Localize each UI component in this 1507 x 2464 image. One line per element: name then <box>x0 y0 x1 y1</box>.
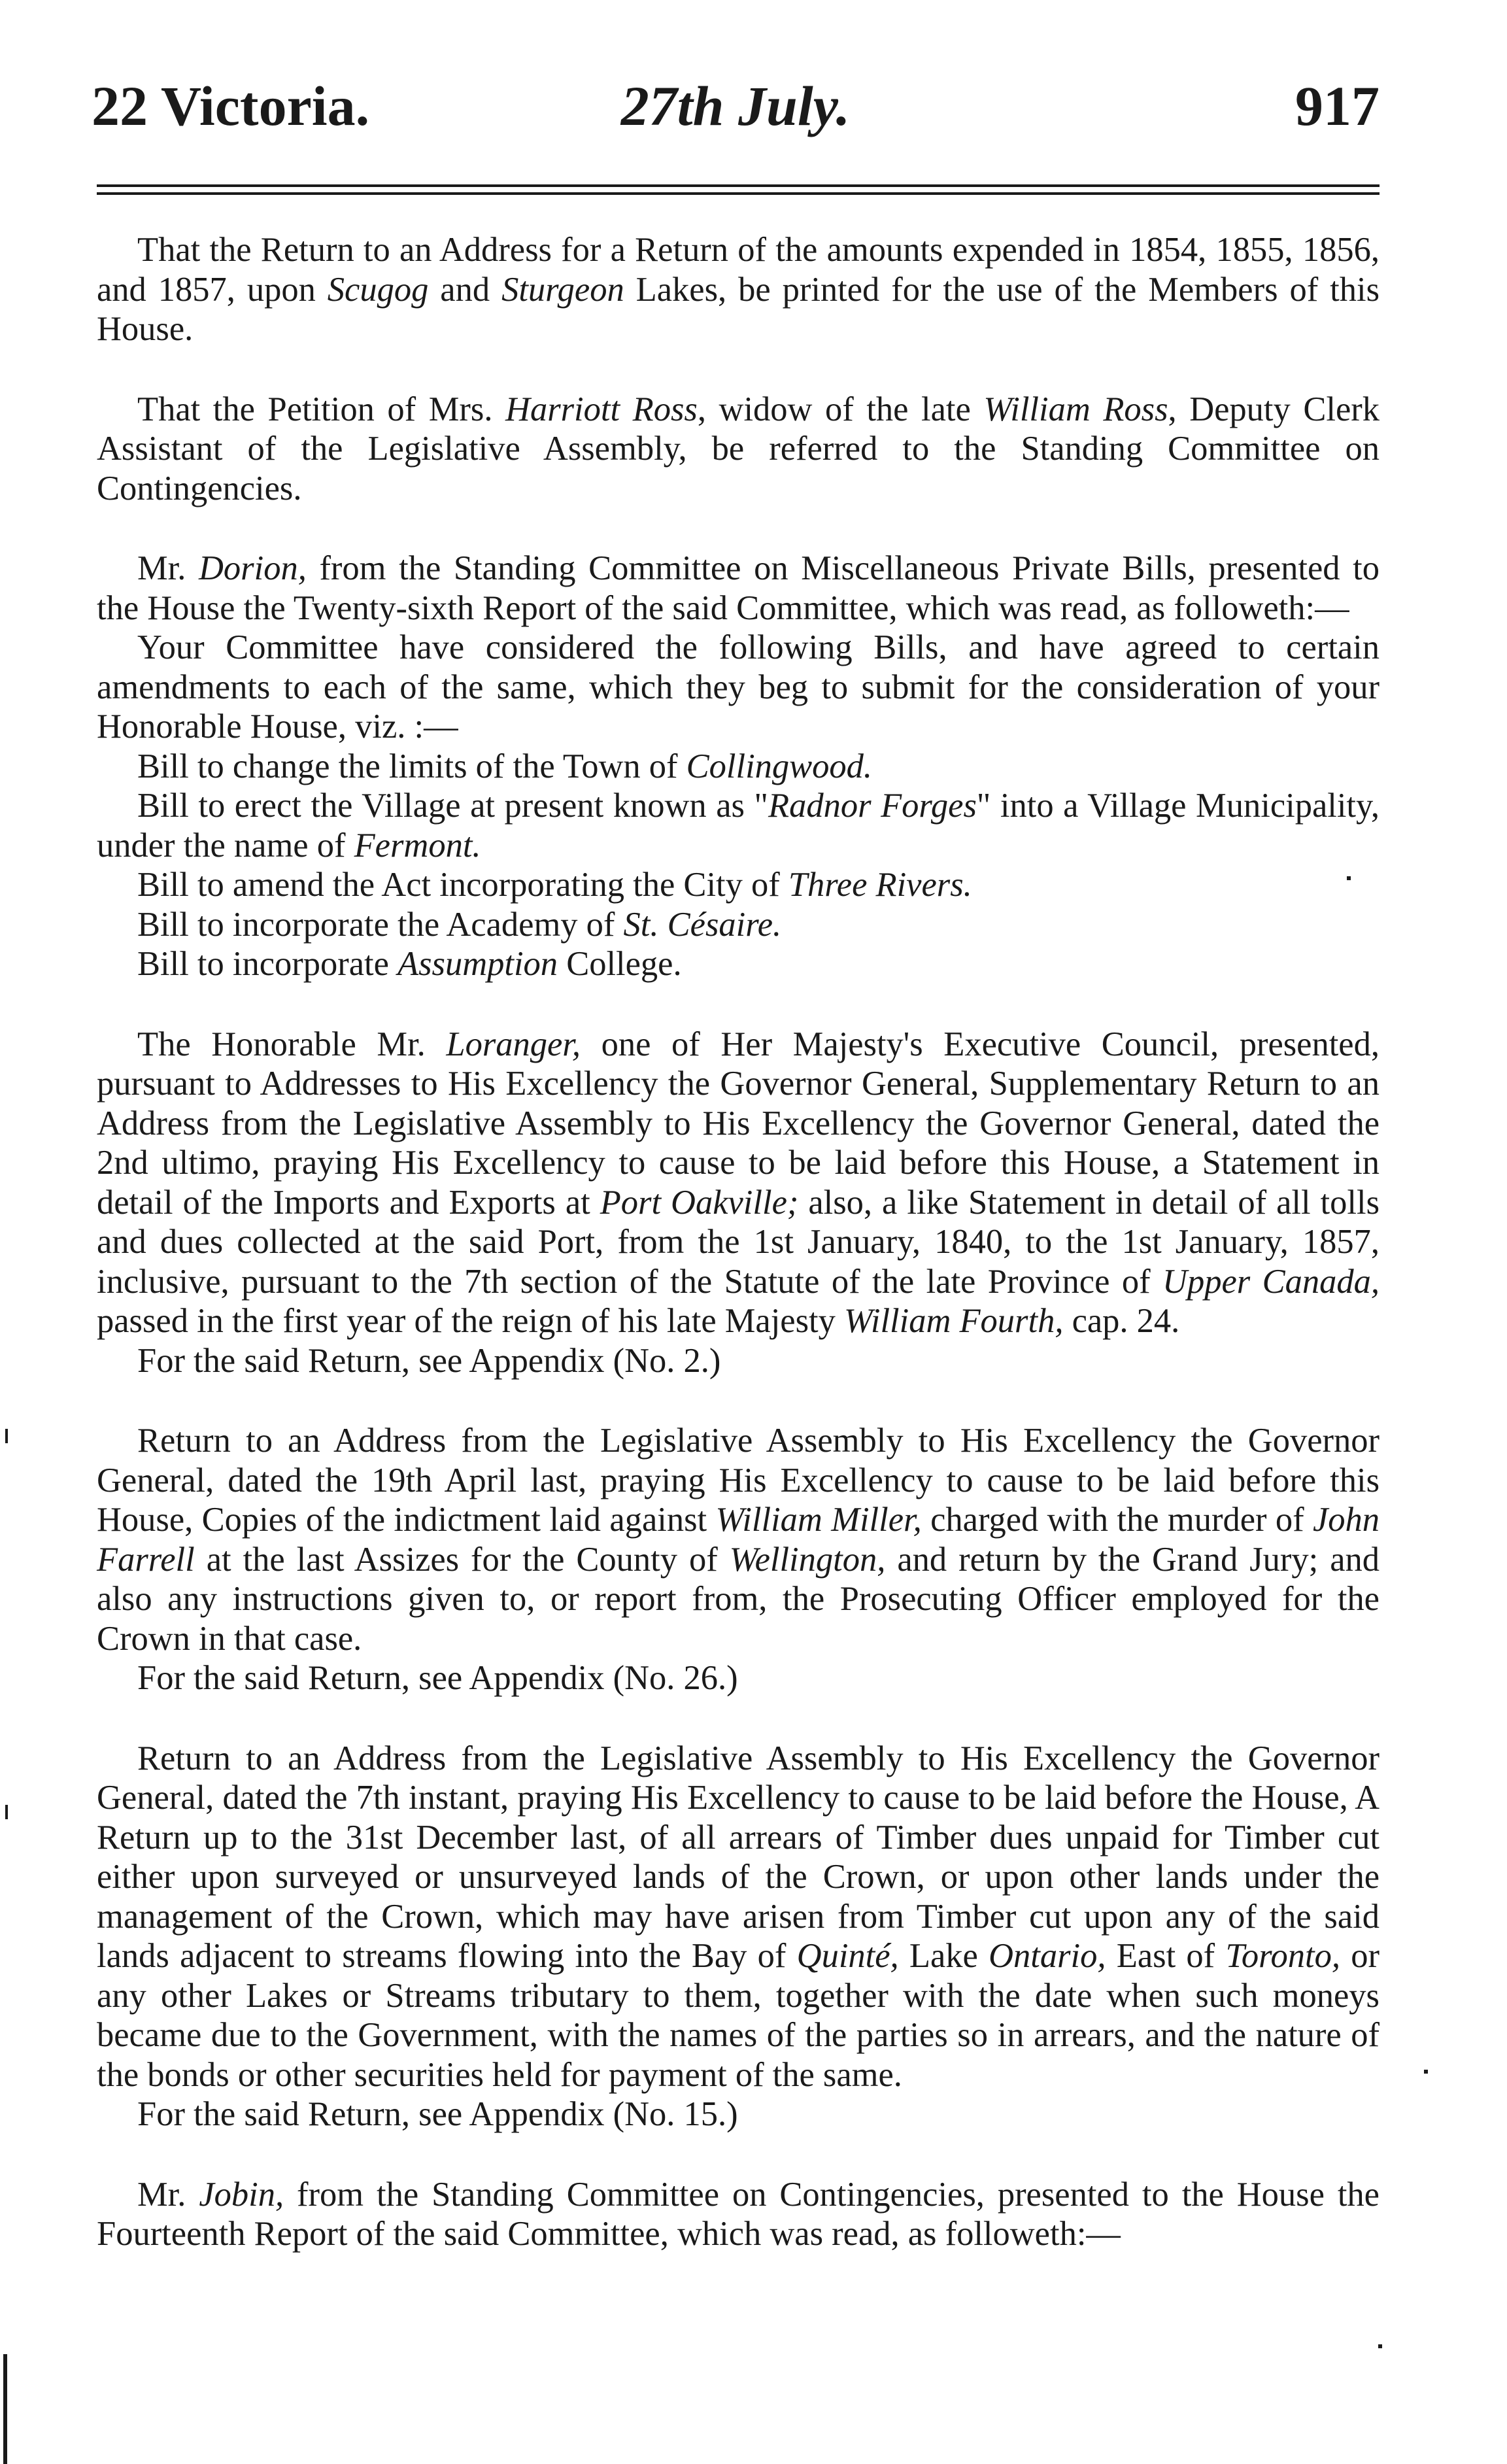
bill-item: Bill to incorporate Assumption College. <box>137 945 682 983</box>
header-date: 27th July. <box>620 75 851 137</box>
journal-body <box>97 230 1380 2254</box>
session-label: 22 Victoria. <box>92 75 370 137</box>
bill-item: Bill to erect the Village at present known as "Radnor Forges" into a Village Municipality, under the name of Fermont. <box>97 787 1380 864</box>
paragraph-miller-return: Return to an Address from the Legislative Assembly to His Excellency the Governor General, dated the 19th April last, praying His Excellency to cause to be laid before this House, Copies of the indictment laid against William Miller, charged with the murder of John Farrell at the last Assizes for the County of Wellington, and return by the Grand Jury; and also any instructions given to, or report from, the Prosecuting Officer employed for the Crown in that case. <box>97 1422 1380 1658</box>
paragraph-committee-statement: Your Committee have considered the following Bills, and have agreed to certain amendments to each of the same, which they beg to submit for the consideration of your Honorable House, viz. :— <box>97 628 1380 745</box>
scan-speck <box>1378 2344 1382 2348</box>
scan-speck <box>1424 2070 1428 2074</box>
header-rule-top <box>97 184 1380 187</box>
scan-speck <box>1347 876 1351 880</box>
paragraph-loranger-return: The Honorable Mr. Loranger, one of Her Majesty's Executive Council, presented, pursuant to Addresses to His Excellency the Governor General, Supplementary Return to an Address from the Legislative Assembly to His Excellency the Governor General, dated the 2nd ultimo, praying His Excellency to cause to be laid before this House, a Statement in detail of the Imports and Exports at Port Oakville; also, a like Statement in detail of all tolls and dues collected at the said Port, from the 1st January, 1840, to the 1st January, 1857, inclusive, pursuant to the 7th section of the Statute of the late Province of Upper Canada, passed in the first year of the reign of his late Majesty William Fourth, cap. 24. <box>97 1025 1380 1340</box>
bill-item: Bill to incorporate the Academy of St. Césaire. <box>137 905 782 944</box>
scan-speck <box>5 1805 8 1819</box>
running-header <box>92 73 1380 139</box>
appendix-reference: For the said Return, see Appendix (No. 26.) <box>137 1659 738 1697</box>
paragraph-dorion-report: Mr. Dorion, from the Standing Committee on Miscellaneous Private Bills, presented to the House the Twenty-sixth Report of the said Committee, which was read, as followeth:— <box>97 549 1380 627</box>
paragraph-timber-return: Return to an Address from the Legislative Assembly to His Excellency the Governor General, dated the 7th instant, praying His Excellency to cause to be laid before the House, A Return up to the 31st December last, of all arrears of Timber dues unpaid for Timber cut either upon surveyed or unsurveyed lands of the Crown, or upon other lands under the management of the Crown, which may have arisen from Timber cut upon any of the said lands adjacent to streams flowing into the Bay of Quinté, Lake Ontario, East of Toronto, or any other Lakes or Streams tributary to them, together with the date when such moneys became due to the Government, with the names of the parties so in arrears, and the nature of the bonds or other securities held for payment of the same. <box>97 1739 1380 2094</box>
paragraph-ordered-return: That the Return to an Address for a Return of the amounts expended in 1854, 1855, 1856, and 1857, upon Scugog and Sturgeon Lakes, be printed for the use of the Members of this House. <box>97 231 1380 348</box>
paragraph-ordered-petition: That the Petition of Mrs. Harriott Ross, widow of the late William Ross, Deputy Clerk Assistant of the Legislative Assembly, be referred to the Standing Committee on Contingencies. <box>97 390 1380 507</box>
appendix-reference: For the said Return, see Appendix (No. 15.) <box>137 2095 738 2133</box>
paragraph-jobin-report: Mr. Jobin, from the Standing Committee on Contingencies, presented to the House the Fourteenth Report of the said Committee, which was read, as followeth:— <box>97 2175 1380 2253</box>
scan-speck <box>5 1429 8 1443</box>
page-number: 917 <box>1295 75 1380 137</box>
bill-item: Bill to amend the Act incorporating the City of Three Rivers. <box>137 866 972 904</box>
appendix-reference: For the said Return, see Appendix (No. 2.) <box>137 1341 721 1380</box>
bill-item: Bill to change the limits of the Town of Collingwood. <box>137 747 873 785</box>
header-rule-bottom <box>97 192 1380 195</box>
scan-edge-mark <box>3 2354 7 2464</box>
